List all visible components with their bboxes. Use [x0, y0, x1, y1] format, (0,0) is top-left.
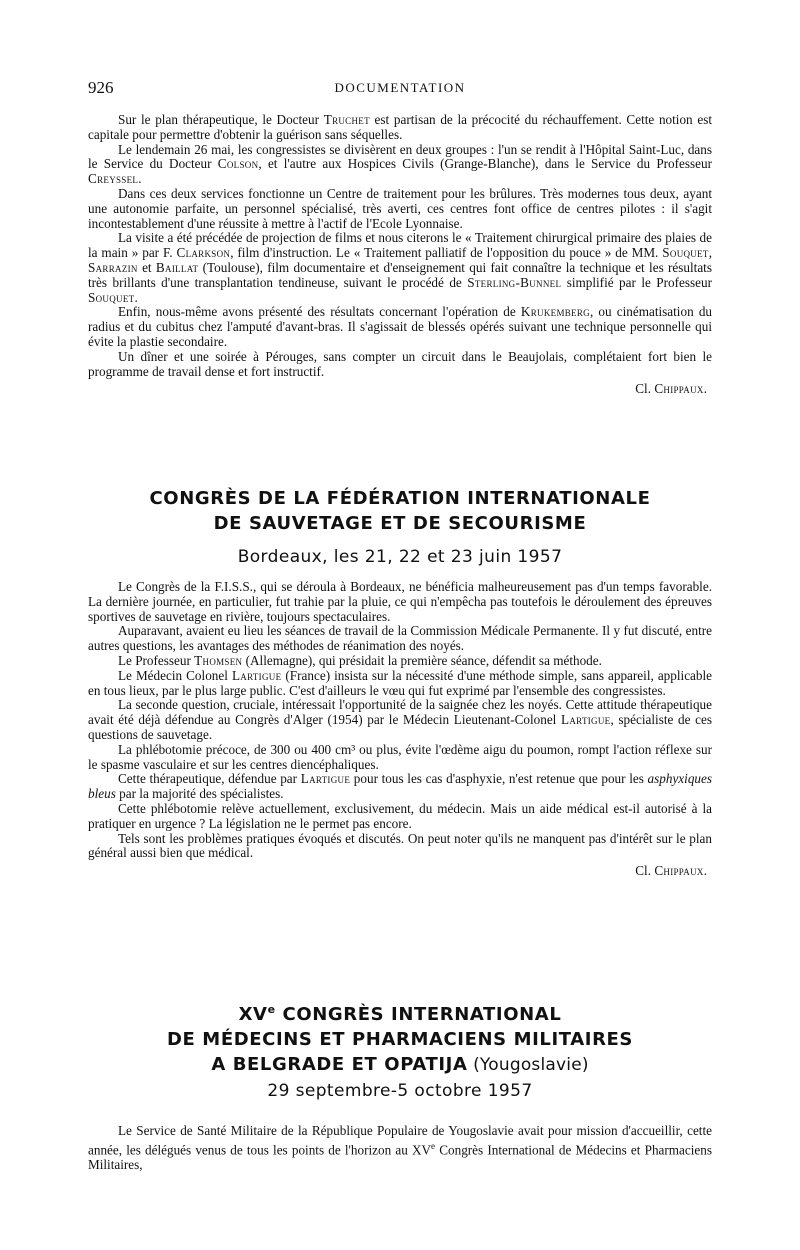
paragraph: La seconde question, cruciale, intéressait l'opportunité de la saignée chez les noyés. Cette attitude thérapeutique avait été déjà défendue au Congrès d'Alger (1954) par le Médecin Lieutenant-Colonel Lartigue, spécialiste de ces questions de sauvetage.	[88, 697, 712, 742]
paragraph: Le Professeur Thomsen (Allemagne), qui présidait la première séance, défendit sa méthode.	[118, 652, 602, 668]
paragraph: Dans ces deux services fonctionne un Centre de traitement pour les brûlures. Très modernes tous deux, ayant une autonomie parfaite, un personnel spécialisé, très averti, ces centres font office de centres pilotes : il s'agit incontestablement d'une réussite à mettre à l'actif de l'Ecole Lyonnaise.	[88, 185, 712, 231]
paragraph: Un dîner et une soirée à Pérouges, sans compter un circuit dans le Beaujolais, complétaient fort bien le programme de travail dense et fort instructif.	[88, 348, 712, 379]
signature: Cl. Chippaux.	[635, 381, 707, 397]
section-fiss-report	[88, 580, 712, 878]
paragraph: Le Service de Santé Militaire de la République Populaire de Yougoslavie avait pour mission d'accueillir, cette année, les délégués venus de tous les points de l'horizon au XVe Congrès International de Médecins et Pharmaciens Militaires,	[88, 1123, 712, 1172]
section-title-line: CONGRÈS DE LA FÉDÉRATION INTERNATIONALE	[149, 488, 651, 509]
section-subtitle: 29 septembre-5 octobre 1957	[267, 1081, 533, 1101]
paragraph: Le Médecin Colonel Lartigue (France) insista sur la nécessité d'une méthode simple, sans appareil, applicable en tous lieux, par le plus large public. C'est d'ailleurs le vœu qui fut exprimé par l'ensemble des congressistes.	[88, 667, 713, 698]
section-title-line: DE SAUVETAGE ET DE SECOURISME	[213, 513, 587, 534]
paragraph: Enfin, nous-même avons présenté des résultats concernant l'opération de Krukemberg, ou cinématisation du radius et du cubitus chez l'amputé d'avant-bras. Il s'agissait de blessés opérés suivant une technique personnelle qui évite la plastie secondaire.	[88, 304, 713, 349]
paragraph: Le Congrès de la F.I.S.S., qui se déroula à Bordeaux, ne bénéficia malheureusement pas d'un temps favorable. La dernière journée, en particulier, fut trahie par la pluie, ce qui n'empêcha pas toutefois le déroulement des épreuves sportives de sauvetage en rivière, toujours spectaculaires.	[88, 579, 712, 624]
signature: Cl. Chippaux.	[635, 863, 707, 879]
section-title-line: XVe CONGRÈS INTERNATIONAL	[238, 1003, 562, 1025]
running-head: DOCUMENTATION	[334, 80, 466, 95]
page-header	[88, 78, 712, 102]
section-subtitle-military	[88, 1081, 712, 1101]
paragraph: Tels sont les problèmes pratiques évoqués et discutés. On peut noter qu'ils ne manquent pas d'intérêt sur le plan général aussi bien que médical.	[88, 830, 712, 861]
section-title-line: A BELGRADE ET OPATIJA (Yougoslavie)	[211, 1054, 589, 1075]
section-subtitle-fiss	[88, 547, 712, 567]
section-lyon-report	[88, 113, 712, 396]
paragraph: Le lendemain 26 mai, les congressistes se divisèrent en deux groupes : l'un se rendit à l'Hôpital Saint-Luc, dans le Service du Docteur Colson, et l'autre aux Hospices Civils (Grange-Blanche), dans le Service du Professeur Creyssel.	[88, 141, 712, 187]
section-title-fiss	[88, 486, 712, 536]
paragraph: Auparavant, avaient eu lieu les séances de travail de la Commission Médicale Permanente. Il y fut discuté, entre autres questions, les avantages des méthodes de réanimation des noyés.	[88, 623, 712, 654]
paragraph: La phlébotomie précoce, de 300 ou 400 cm³ ou plus, évite l'œdème aigu du poumon, rompt l'action réflexe sur le spasme vasculaire et sur les centres diencéphaliques.	[88, 741, 712, 772]
paragraph: Sur le plan thérapeutique, le Docteur Truchet est partisan de la précocité du réchauffement. Cette notion est capitale pour permettre d'obtenir la guérison sans séquelles.	[88, 112, 712, 142]
section-subtitle: Bordeaux, les 21, 22 et 23 juin 1957	[237, 547, 563, 567]
paragraph: Cette thérapeutique, défendue par Lartigue pour tous les cas d'asphyxie, n'est retenue que pour les asphyxiques bleus par la majorité des spécialistes.	[88, 771, 712, 802]
paragraph: La visite a été précédée de projection de films et nous citerons le « Traitement chirurgical primaire des plaies de la main » par F. Clarkson, film d'instruction. Le « Traitement palliatif de l'opposition du pouce » de MM. Souquet, Sarrazin et Baillat (Toulouse), film documentaire et d'enseignement qui fait connaître la technique et les résultats très brillants d'une transplantation tendineuse, suivant le procédé de Sterling-Bunnel simplifié par le Professeur Souquet.	[88, 230, 712, 305]
section-title-line: DE MÉDECINS ET PHARMACIENS MILITAIRES	[167, 1029, 633, 1050]
page-number: 926	[88, 78, 114, 97]
paragraph: Cette phlébotomie relève actuellement, exclusivement, du médecin. Mais un aide médical est-il autorisé à la pratiquer en urgence ? La législation ne le permet pas encore.	[88, 800, 712, 831]
section-title-military	[88, 997, 712, 1078]
section-military-report	[88, 1124, 712, 1173]
